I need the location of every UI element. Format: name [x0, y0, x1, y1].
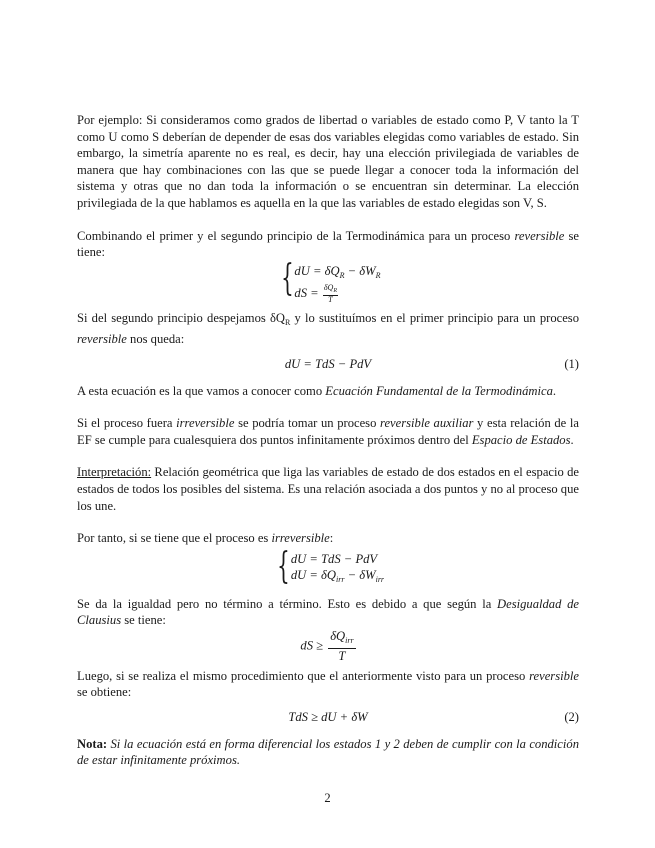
left-brace: { — [277, 545, 290, 587]
text: Si del segundo principio despejamos δQ — [77, 310, 285, 325]
equation-2-body: TdS ≥ dU + δW — [288, 710, 368, 725]
system-line-2: dU = $\delta Q_{irr} - \delta W_{irr}$ — [290, 567, 385, 584]
emphasis-irreversible: irreversible — [176, 416, 235, 431]
interpretacion-label: Interpretación: — [77, 465, 152, 480]
inequality-lhs: dS ≥ — [300, 638, 327, 653]
text: . — [552, 383, 557, 398]
text: Por tanto, si se tiene que el proceso es — [77, 531, 272, 546]
emphasis-reversible: reversible — [514, 228, 565, 243]
text: A esta ecuación es la que vamos a conocer como — [77, 383, 326, 398]
text: Luego, si se realiza el mismo procedimiento que el anteriormente visto para un proceso — [77, 668, 530, 683]
inequality-fraction: $\delta Q_{irr}$ T — [330, 628, 354, 663]
system-line-1: dU = $\delta Q_R - \delta W_R$ — [294, 263, 381, 280]
emphasis-irreversible: irreversible — [271, 531, 330, 546]
text: Se da la igualdad pero no término a término. Esto es debido a que según la — [77, 596, 498, 611]
equation-1-number: (1) — [564, 356, 579, 371]
emphasis-espacio-de-estados: Espacio de Estados — [471, 432, 571, 447]
emphasis-reversible: reversible — [77, 332, 127, 347]
emphasis-desigualdad-clausius: Desigualdad de Clausius — [77, 596, 579, 628]
paragraph-por-tanto — [77, 530, 579, 547]
text: se podría tomar un proceso — [234, 416, 381, 431]
nota-paragraph — [77, 736, 579, 769]
equation-1-body: dU = TdS − PdV — [284, 356, 372, 371]
equation-2-number: (2) — [564, 710, 579, 725]
paragraph-igualdad — [77, 596, 579, 629]
paragraph-combinando — [77, 228, 579, 261]
clausius-inequality — [77, 629, 579, 664]
equation-system-reversible — [77, 257, 579, 304]
system-line-2: dS = $\frac{\delta Q_R}{T}$ — [294, 282, 337, 304]
paragraph-fundamental — [77, 383, 579, 400]
equation-2 — [77, 709, 579, 726]
text: y lo sustituímos en el primer principio para un proceso — [290, 310, 580, 325]
equation-system-irreversible — [77, 545, 579, 588]
paragraph-despejamos — [77, 310, 579, 348]
paragraph-irreversible — [77, 415, 579, 448]
text: Relación geométrica que liga las variables de estado de dos estados en el espacio de estados de todos los posibles del sistema. Es una relación asociada a dos puntos y no al proceso que los une. — [77, 465, 579, 513]
text: y esta relación de la EF se cumple para cualesquiera dos puntos infinitamente próximos dentro del — [77, 416, 579, 447]
text: nos queda: — [126, 332, 185, 347]
emphasis-reversible-auxiliar: reversible auxiliar — [380, 416, 474, 431]
emphasis-reversible: reversible — [529, 668, 579, 683]
paragraph-interpretacion — [77, 464, 579, 514]
text: Combinando el primer y el segundo principio de la Termodinámica para un proceso — [77, 228, 515, 243]
subscript: R — [285, 317, 291, 327]
page-number: 2 — [324, 791, 331, 805]
emphasis-ecuacion-fundamental: Ecuación Fundamental de la Termodinámica — [325, 383, 553, 398]
nota-label: Nota: — [77, 736, 108, 751]
text: se tiene: — [77, 228, 579, 260]
text: se tiene: — [121, 613, 166, 628]
document-page — [77, 112, 579, 785]
paragraph-luego — [77, 668, 579, 701]
paragraph-ejemplo: Por ejemplo: Si consideramos como grados de libertad o variables de estado como P, V tanto la T como U como S deberían de depender de esas dos variables elegidas como variables de estado. Sin embargo, la simetría aparente no es real, es decir, hay una elección privilegiada de variables de manera que hay combinaciones con las que se puede llegar a conocer toda la información del sistema y otras que no dan toda la información o se encuentran sin determinar. La elección privilegiada de la que hablamos es aquella en la que las variables de estado elegidas son V, S. — [77, 113, 579, 210]
equation-1 — [77, 356, 579, 373]
text: se obtiene: — [77, 685, 132, 700]
left-brace: { — [280, 257, 294, 299]
system-line-1: dU = TdS − PdV — [290, 551, 378, 566]
nota-text: Si la ecuación está en forma diferencial los estados 1 y 2 deben de cumplir con la condición de estar infinitamente próximos. — [77, 736, 579, 768]
text: . — [570, 432, 574, 447]
text: : — [329, 531, 334, 546]
text: Si el proceso fuera — [77, 416, 177, 431]
